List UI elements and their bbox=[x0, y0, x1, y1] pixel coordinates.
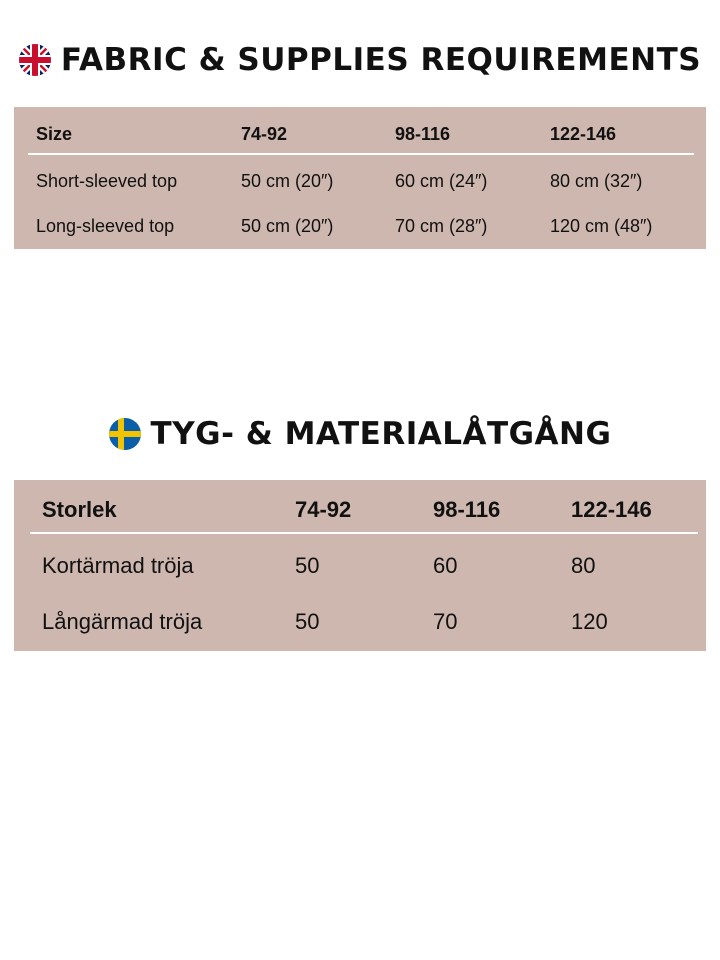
table-cell: 50 cm (20″) bbox=[241, 216, 334, 236]
table-cell: 60 bbox=[433, 553, 458, 578]
table-cell: 70 bbox=[433, 609, 458, 634]
row-label: Kortärmad tröja bbox=[42, 553, 194, 578]
column-header-size-98-116: 98-116 bbox=[433, 497, 501, 522]
table-cell: 120 bbox=[571, 609, 608, 634]
row-label: Short-sleeved top bbox=[36, 171, 178, 191]
table-cell: 60 cm (24″) bbox=[395, 171, 488, 191]
table-cell: 120 cm (48″) bbox=[550, 216, 653, 236]
column-header-size-74-92: 74-92 bbox=[241, 124, 288, 144]
header-divider bbox=[30, 532, 698, 534]
table-cell: 80 cm (32″) bbox=[550, 171, 643, 191]
column-header-size: Size bbox=[36, 124, 73, 144]
uk-flag-icon bbox=[19, 44, 51, 76]
swedish-section-title bbox=[0, 414, 720, 454]
column-header-size-74-92: 74-92 bbox=[295, 497, 352, 522]
column-header-size-98-116: 98-116 bbox=[395, 124, 451, 144]
table-cell: 50 cm (20″) bbox=[241, 171, 334, 191]
row-label: Long-sleeved top bbox=[36, 216, 175, 236]
english-title-text: FABRIC & SUPPLIES REQUIREMENTS bbox=[60, 42, 702, 78]
table-cell: 80 bbox=[571, 553, 596, 578]
table-cell: 70 cm (28″) bbox=[395, 216, 488, 236]
sweden-flag-icon bbox=[109, 418, 141, 450]
table-cell: 50 bbox=[295, 553, 320, 578]
swedish-fabric-table bbox=[14, 480, 706, 651]
table-cell: 50 bbox=[295, 609, 320, 634]
row-label: Långärmad tröja bbox=[42, 609, 203, 634]
column-header-size-122-146: 122-146 bbox=[571, 497, 652, 522]
english-fabric-table bbox=[14, 107, 706, 249]
english-section-title bbox=[0, 40, 720, 80]
column-header-size-122-146: 122-146 bbox=[550, 124, 617, 144]
swedish-title-text: TYG- & MATERIALÅTGÅNG bbox=[150, 416, 612, 452]
column-header-storlek: Storlek bbox=[42, 497, 117, 522]
header-divider bbox=[28, 153, 694, 155]
